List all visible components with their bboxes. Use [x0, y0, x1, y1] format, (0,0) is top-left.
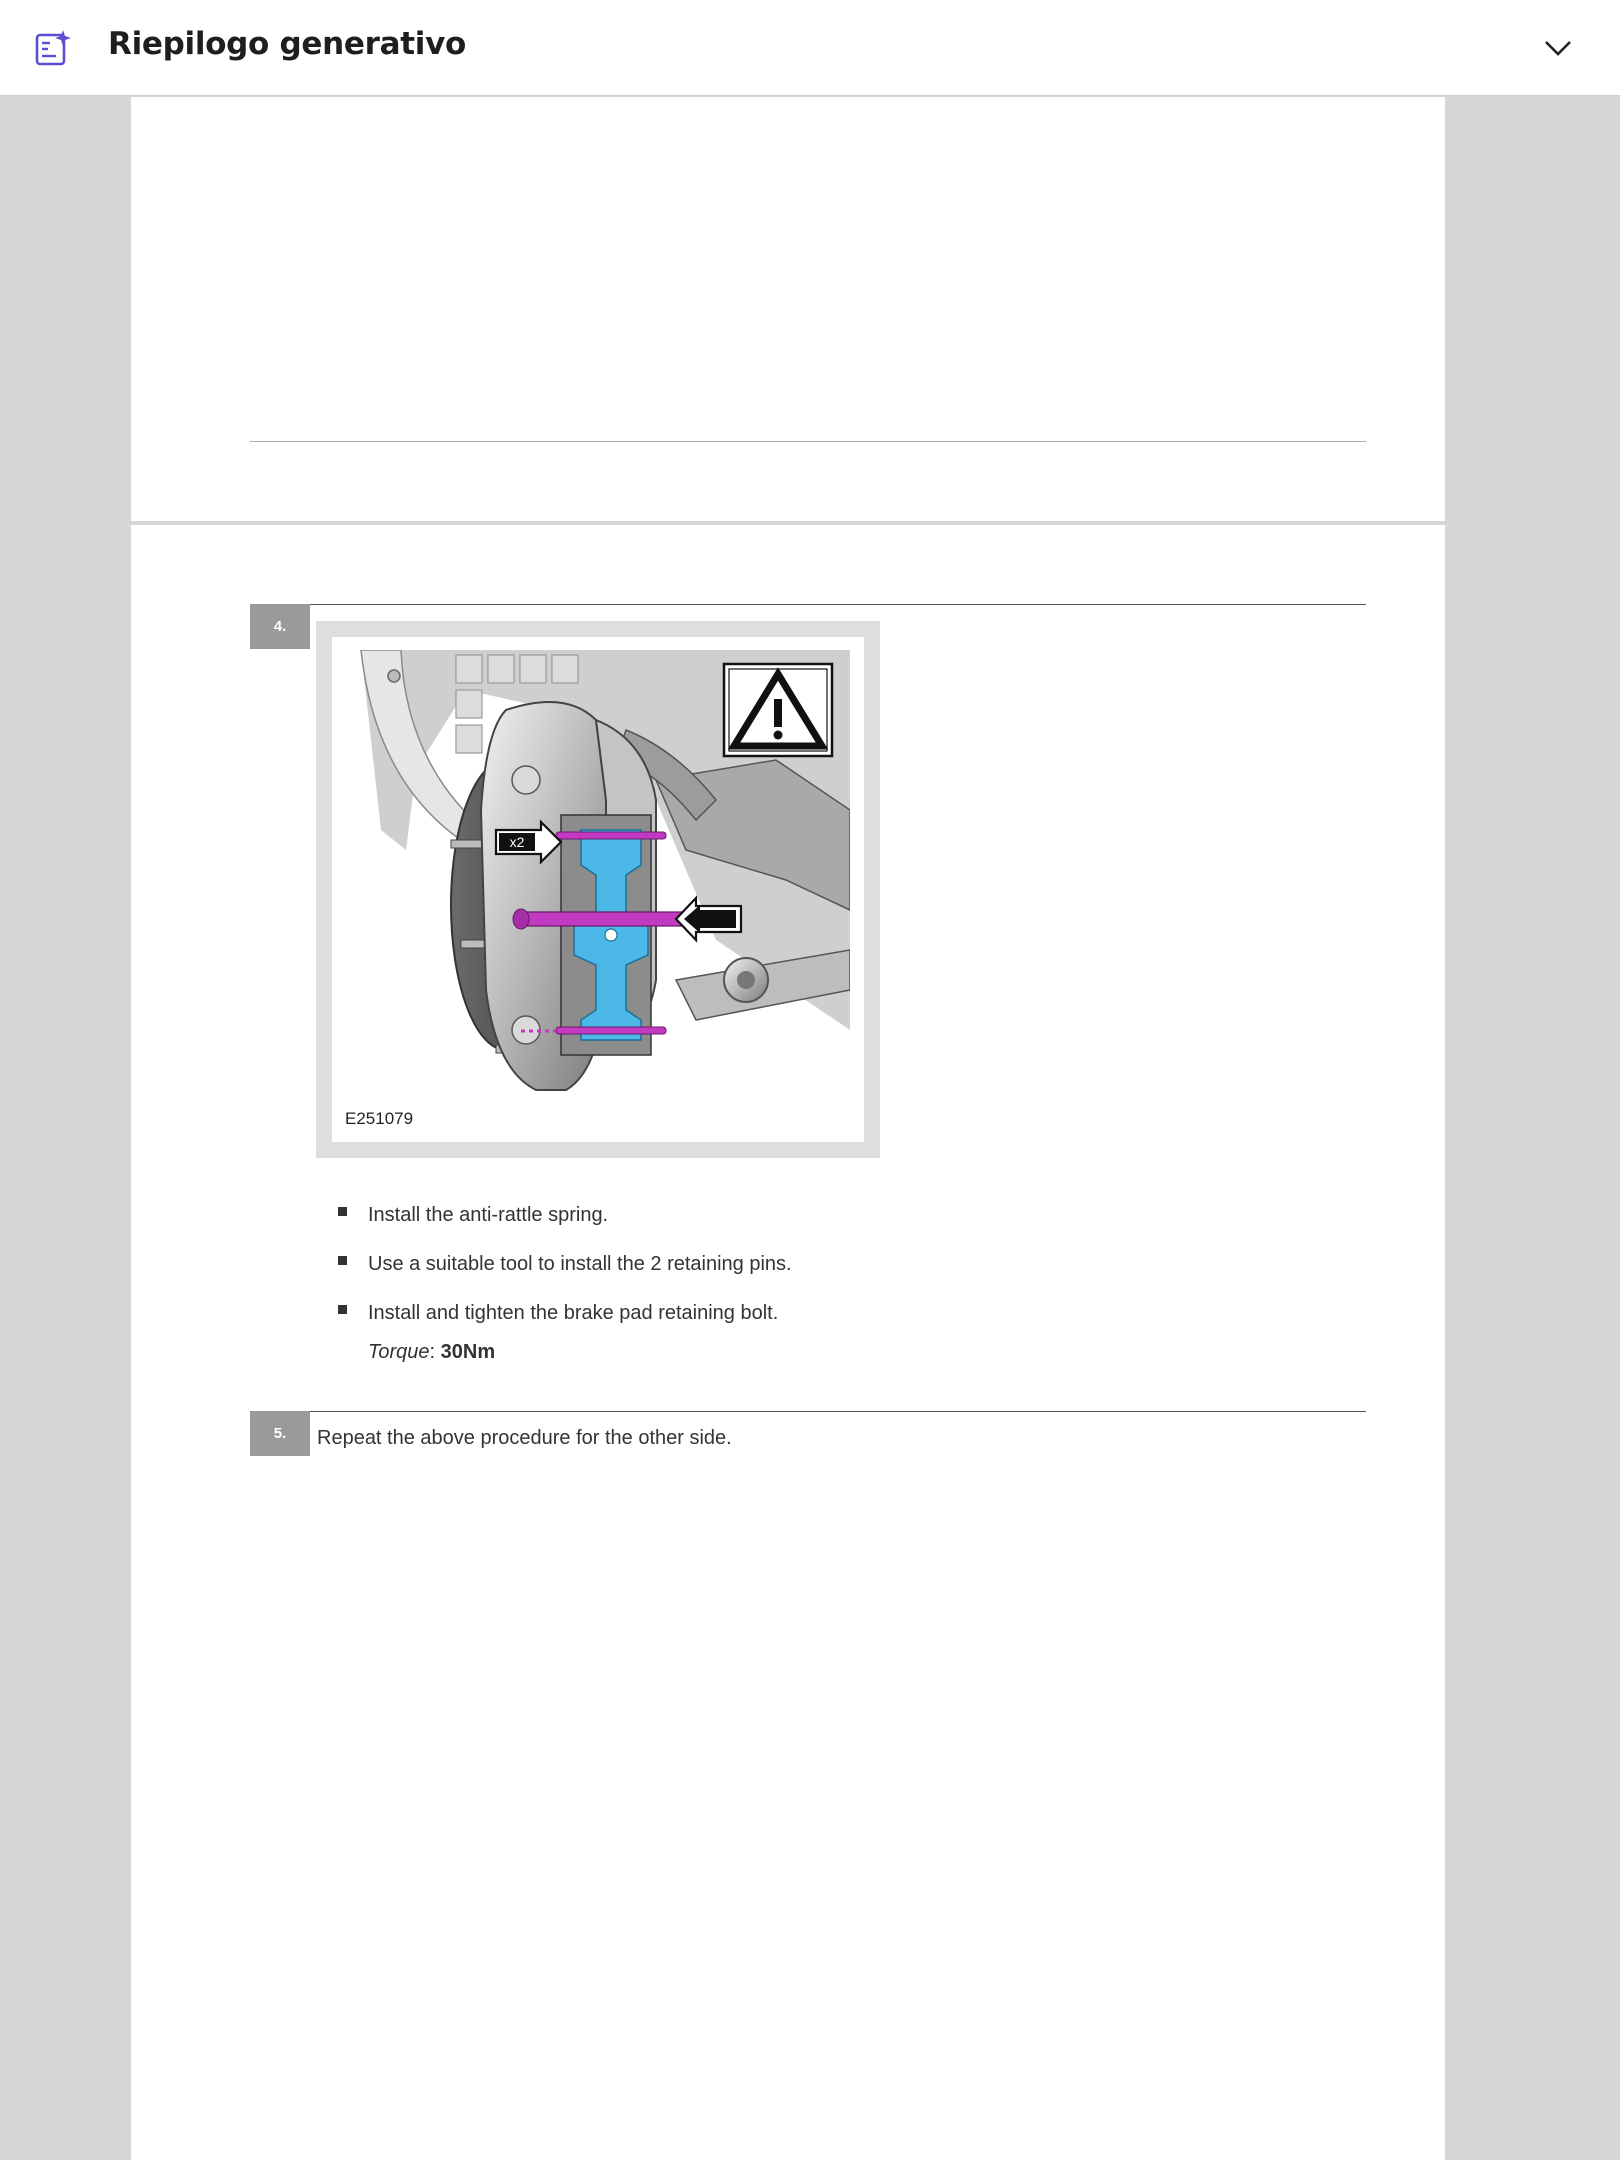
- page-divider-rule: [250, 441, 1366, 442]
- bullet-marker: [338, 1256, 347, 1265]
- step-4-figure: [316, 621, 880, 1158]
- step-5-badge: 5.: [250, 1411, 310, 1456]
- step-4-bullet-list: [338, 1205, 1238, 1352]
- torque-separator: :: [429, 1341, 436, 1363]
- list-item-text: Install and tighten the brake pad retaining bolt.: [368, 1302, 779, 1324]
- bullet-marker: [338, 1305, 347, 1314]
- list-item: [338, 1254, 1238, 1303]
- torque-spec: [368, 1341, 495, 1364]
- figure-code: E251079: [345, 1109, 414, 1128]
- figure-content: [332, 637, 864, 1142]
- chevron-down-icon[interactable]: [1540, 32, 1576, 64]
- bullet-marker: [338, 1207, 347, 1216]
- generative-summary-icon: [34, 29, 72, 67]
- step-4-badge: 4.: [250, 604, 310, 649]
- list-item-text: Use a suitable tool to install the 2 retaining pins.: [368, 1253, 792, 1275]
- list-item-text: Install the anti-rattle spring.: [368, 1204, 609, 1226]
- panel-title: Riepilogo generativo: [108, 26, 467, 62]
- torque-label: Torque: [368, 1341, 430, 1363]
- step-5-text: Repeat the above procedure for the other side.: [317, 1427, 732, 1449]
- summary-header: [0, 0, 1620, 96]
- document-page-previous: [131, 97, 1445, 521]
- document-page: [131, 525, 1445, 2160]
- figure-callout-x2: x2: [509, 834, 525, 850]
- warning-triangle-icon: [724, 664, 832, 756]
- torque-value: 30Nm: [440, 1341, 496, 1363]
- list-item: [338, 1205, 1238, 1254]
- step-4-rule: [250, 604, 1366, 605]
- step-5-rule: [250, 1411, 1366, 1412]
